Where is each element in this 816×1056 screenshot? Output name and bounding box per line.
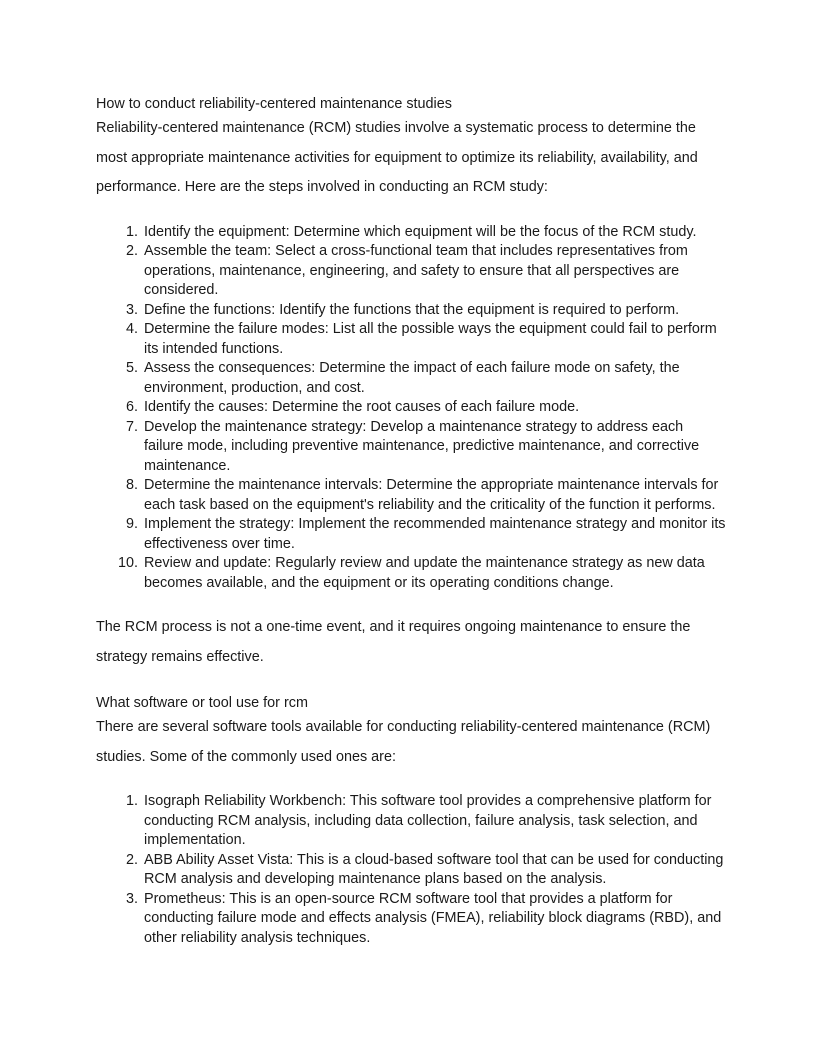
list-number: 6. — [125, 399, 138, 415]
list-item — [125, 890, 726, 949]
list-number: 1. — [125, 223, 138, 240]
list-item — [125, 223, 726, 243]
list-number: 5. — [125, 360, 138, 376]
list-item — [125, 851, 726, 890]
list-number: 3. — [125, 890, 138, 907]
list-number: 10. — [118, 555, 139, 571]
list-item-text: Assemble the team: Select a cross-functional team that includes representatives from operations, maintenance, engineering, and safety to ensure that all perspectives are considered. — [144, 243, 688, 298]
list-item-text: Determine the failure modes: List all the possible ways the equipment could fail to perform its intended functions. — [144, 321, 717, 357]
list-item — [125, 515, 726, 554]
list-number: 1. — [125, 793, 138, 809]
section-1-intro: Reliability-centered maintenance (RCM) studies involve a systematic process to determine the most appropriate maintenance activities for equipment to optimize its reliability, availability, and performance. Here are the steps involved in conducting an RCM study: — [96, 120, 698, 195]
list-item-text: Assess the consequences: Determine the impact of each failure mode on safety, the environment, production, and cost. — [144, 360, 680, 396]
list-item-text: Identify the equipment: Determine which equipment will be the focus of the RCM study. — [144, 223, 697, 240]
list-number: 8. — [125, 477, 138, 493]
list-item — [125, 320, 726, 359]
list-number: 2. — [125, 851, 138, 868]
section-1-closing: The RCM process is not a one-time event, and it requires ongoing maintenance to ensure the strategy remains effective. — [96, 619, 691, 665]
list-item — [125, 792, 726, 851]
list-number: 9. — [125, 516, 138, 532]
rcm-steps-list — [96, 223, 726, 594]
rcm-tools-list — [96, 792, 726, 948]
list-number: 2. — [125, 243, 138, 259]
list-item — [125, 359, 726, 398]
list-item-text: Isograph Reliability Workbench: This software tool provides a comprehensive platform for conducting RCM analysis, including data collection, failure analysis, task selection, and implementation. — [144, 793, 712, 848]
list-item — [125, 418, 726, 477]
section-2-heading: What software or tool use for rcm — [96, 695, 308, 711]
list-item — [125, 476, 726, 515]
list-item-text: Review and update: Regularly review and update the maintenance strategy as new data becomes available, and the equipment or its operating conditions change. — [144, 555, 705, 591]
list-item-text: Define the functions: Identify the functions that the equipment is required to perform. — [144, 301, 680, 318]
list-item-text: Prometheus: This is an open-source RCM software tool that provides a platform for conducting failure mode and effects analysis (FMEA), reliability block diagrams (RBD), and other reliability analysis techniques. — [144, 890, 722, 946]
list-item-text: Develop the maintenance strategy: Develop a maintenance strategy to address each failure mode, including preventive maintenance, predictive maintenance, and corrective maintenance. — [144, 418, 700, 474]
section-1-heading: How to conduct reliability-centered maintenance studies — [96, 96, 452, 112]
section-2-intro: There are several software tools available for conducting reliability-centered maintenance (RCM) studies. Some of the commonly used ones are: — [96, 719, 711, 765]
list-item-text: Implement the strategy: Implement the recommended maintenance strategy and monitor its effectiveness over time. — [144, 516, 726, 552]
list-number: 3. — [125, 301, 138, 318]
list-item — [125, 398, 726, 418]
list-item-text: Identify the causes: Determine the root causes of each failure mode. — [144, 399, 580, 415]
list-number: 4. — [125, 321, 138, 337]
list-item — [118, 554, 726, 593]
list-item-text: ABB Ability Asset Vista: This is a cloud-based software tool that can be used for conducting RCM analysis and developing maintenance plans based on the analysis. — [144, 851, 724, 887]
document-page — [96, 94, 726, 948]
list-number: 7. — [125, 418, 138, 435]
list-item — [125, 301, 726, 321]
list-item-text: Determine the maintenance intervals: Determine the appropriate maintenance intervals for each task based on the equipment's reliability and the criticality of the function it performs. — [144, 477, 719, 513]
list-item — [125, 242, 726, 301]
